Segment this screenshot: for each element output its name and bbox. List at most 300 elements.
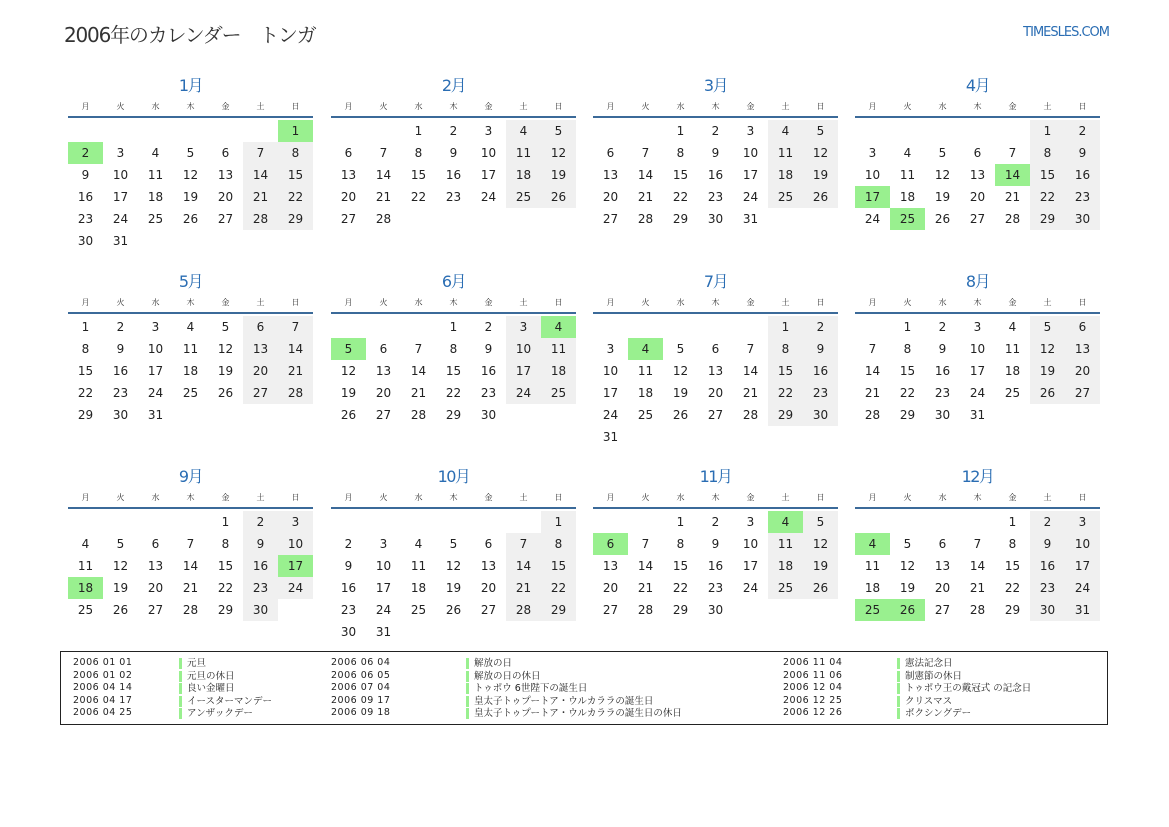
day-cell[interactable]: 29 [1004,603,1021,617]
day-cell[interactable]: 19 [112,581,129,595]
day-cell[interactable]: 14 [969,559,986,573]
day-cell[interactable]: 22 [541,577,576,599]
day-cell[interactable]: 7 [973,537,982,551]
day-cell[interactable]: 11 [1004,342,1021,356]
day-cell[interactable]: 18 [541,360,576,382]
day-cell[interactable]: 17 [147,364,164,378]
day-cell[interactable]: 16 [707,168,724,182]
day-cell[interactable]: 1 [541,511,576,533]
day-cell[interactable]: 13 [375,364,392,378]
day-cell[interactable]: 7 [186,537,195,551]
day-cell[interactable]: 6 [379,342,388,356]
day-cell[interactable]: 18 [506,164,541,186]
day-cell[interactable]: 31 [147,408,164,422]
day-cell[interactable]: 6 [938,537,947,551]
day-cell[interactable]: 6 [151,537,160,551]
day-cell[interactable]: 11 [541,338,576,360]
day-cell[interactable]: 16 [480,364,497,378]
day-cell[interactable]: 10 [969,342,986,356]
day-cell[interactable]: 30 [1030,599,1065,621]
holiday-day-cell[interactable]: 17 [278,555,313,577]
day-cell[interactable]: 23 [112,386,129,400]
holiday-day-cell[interactable]: 1 [278,120,313,142]
day-cell[interactable]: 1 [1008,515,1017,529]
day-cell[interactable]: 30 [112,408,129,422]
day-cell[interactable]: 9 [938,342,947,356]
day-cell[interactable]: 6 [1065,316,1100,338]
day-cell[interactable]: 7 [746,342,755,356]
day-cell[interactable]: 20 [243,360,278,382]
day-cell[interactable]: 19 [217,364,234,378]
day-cell[interactable]: 18 [1004,364,1021,378]
day-cell[interactable]: 27 [602,212,619,226]
day-cell[interactable]: 13 [217,168,234,182]
day-cell[interactable]: 2 [711,515,720,529]
day-cell[interactable]: 23 [340,603,357,617]
day-cell[interactable]: 16 [1065,164,1100,186]
day-cell[interactable]: 20 [217,190,234,204]
day-cell[interactable]: 14 [278,338,313,360]
day-cell[interactable]: 17 [602,386,619,400]
day-cell[interactable]: 29 [672,603,689,617]
day-cell[interactable]: 25 [768,577,803,599]
day-cell[interactable]: 10 [602,364,619,378]
day-cell[interactable]: 2 [1030,511,1065,533]
day-cell[interactable]: 7 [243,142,278,164]
day-cell[interactable]: 15 [445,364,462,378]
day-cell[interactable]: 24 [278,577,313,599]
day-cell[interactable]: 5 [803,120,838,142]
day-cell[interactable]: 11 [147,168,164,182]
day-cell[interactable]: 23 [480,386,497,400]
day-cell[interactable]: 12 [217,342,234,356]
day-cell[interactable]: 25 [768,186,803,208]
day-cell[interactable]: 21 [637,581,654,595]
day-cell[interactable]: 21 [864,386,881,400]
day-cell[interactable]: 16 [934,364,951,378]
day-cell[interactable]: 9 [803,338,838,360]
day-cell[interactable]: 21 [637,190,654,204]
day-cell[interactable]: 21 [969,581,986,595]
day-cell[interactable]: 17 [742,559,759,573]
day-cell[interactable]: 22 [1004,581,1021,595]
day-cell[interactable]: 11 [506,142,541,164]
day-cell[interactable]: 12 [112,559,129,573]
day-cell[interactable]: 20 [1065,360,1100,382]
day-cell[interactable]: 2 [938,320,947,334]
day-cell[interactable]: 19 [541,164,576,186]
day-cell[interactable]: 4 [1008,320,1017,334]
day-cell[interactable]: 10 [147,342,164,356]
day-cell[interactable]: 26 [182,212,199,226]
day-cell[interactable]: 14 [506,555,541,577]
day-cell[interactable]: 9 [243,533,278,555]
holiday-day-cell[interactable]: 6 [593,533,628,555]
day-cell[interactable]: 13 [602,559,619,573]
day-cell[interactable]: 20 [375,386,392,400]
day-cell[interactable]: 18 [768,164,803,186]
day-cell[interactable]: 3 [1065,511,1100,533]
day-cell[interactable]: 30 [340,625,357,639]
day-cell[interactable]: 1 [1030,120,1065,142]
day-cell[interactable]: 13 [602,168,619,182]
day-cell[interactable]: 27 [602,603,619,617]
day-cell[interactable]: 15 [899,364,916,378]
day-cell[interactable]: 31 [969,408,986,422]
day-cell[interactable]: 5 [1030,316,1065,338]
day-cell[interactable]: 9 [711,537,720,551]
day-cell[interactable]: 13 [1065,338,1100,360]
day-cell[interactable]: 11 [864,559,881,573]
day-cell[interactable]: 11 [768,533,803,555]
day-cell[interactable]: 22 [672,581,689,595]
day-cell[interactable]: 20 [707,386,724,400]
day-cell[interactable]: 21 [506,577,541,599]
day-cell[interactable]: 27 [707,408,724,422]
day-cell[interactable]: 1 [81,320,90,334]
day-cell[interactable]: 28 [1004,212,1021,226]
day-cell[interactable]: 23 [77,212,94,226]
day-cell[interactable]: 25 [637,408,654,422]
day-cell[interactable]: 29 [672,212,689,226]
day-cell[interactable]: 2 [116,320,125,334]
day-cell[interactable]: 12 [899,559,916,573]
day-cell[interactable]: 15 [672,559,689,573]
day-cell[interactable]: 8 [1008,537,1017,551]
day-cell[interactable]: 3 [484,124,493,138]
day-cell[interactable]: 11 [637,364,654,378]
day-cell[interactable]: 26 [541,186,576,208]
day-cell[interactable]: 5 [903,537,912,551]
day-cell[interactable]: 10 [506,338,541,360]
day-cell[interactable]: 1 [676,124,685,138]
day-cell[interactable]: 7 [641,537,650,551]
day-cell[interactable]: 5 [541,120,576,142]
day-cell[interactable]: 5 [676,342,685,356]
day-cell[interactable]: 12 [1030,338,1065,360]
day-cell[interactable]: 24 [1065,577,1100,599]
holiday-day-cell[interactable]: 25 [855,599,890,621]
day-cell[interactable]: 14 [243,164,278,186]
day-cell[interactable]: 3 [746,515,755,529]
day-cell[interactable]: 17 [1065,555,1100,577]
day-cell[interactable]: 28 [278,382,313,404]
day-cell[interactable]: 20 [934,581,951,595]
day-cell[interactable]: 8 [768,338,803,360]
day-cell[interactable]: 12 [803,142,838,164]
site-link[interactable]: TIMESLES.COM [1023,25,1109,40]
day-cell[interactable]: 15 [1030,164,1065,186]
day-cell[interactable]: 13 [707,364,724,378]
day-cell[interactable]: 9 [81,168,90,182]
day-cell[interactable]: 21 [1004,190,1021,204]
day-cell[interactable]: 30 [243,599,278,621]
day-cell[interactable]: 24 [602,408,619,422]
day-cell[interactable]: 12 [672,364,689,378]
day-cell[interactable]: 24 [147,386,164,400]
day-cell[interactable]: 26 [803,577,838,599]
day-cell[interactable]: 29 [768,404,803,426]
day-cell[interactable]: 18 [864,581,881,595]
day-cell[interactable]: 15 [541,555,576,577]
day-cell[interactable]: 3 [278,511,313,533]
day-cell[interactable]: 17 [969,364,986,378]
day-cell[interactable]: 4 [81,537,90,551]
day-cell[interactable]: 19 [899,581,916,595]
day-cell[interactable]: 19 [1030,360,1065,382]
day-cell[interactable]: 10 [480,146,497,160]
day-cell[interactable]: 9 [449,146,458,160]
day-cell[interactable]: 7 [868,342,877,356]
day-cell[interactable]: 22 [278,186,313,208]
day-cell[interactable]: 22 [445,386,462,400]
day-cell[interactable]: 29 [77,408,94,422]
day-cell[interactable]: 2 [711,124,720,138]
day-cell[interactable]: 28 [375,212,392,226]
day-cell[interactable]: 6 [973,146,982,160]
day-cell[interactable]: 10 [742,146,759,160]
day-cell[interactable]: 23 [445,190,462,204]
day-cell[interactable]: 26 [217,386,234,400]
day-cell[interactable]: 20 [340,190,357,204]
day-cell[interactable]: 17 [375,581,392,595]
day-cell[interactable]: 17 [742,168,759,182]
day-cell[interactable]: 27 [1065,382,1100,404]
day-cell[interactable]: 27 [147,603,164,617]
day-cell[interactable]: 17 [506,360,541,382]
day-cell[interactable]: 17 [112,190,129,204]
day-cell[interactable]: 3 [973,320,982,334]
day-cell[interactable]: 20 [602,581,619,595]
day-cell[interactable]: 18 [637,386,654,400]
day-cell[interactable]: 4 [903,146,912,160]
day-cell[interactable]: 26 [803,186,838,208]
day-cell[interactable]: 24 [864,212,881,226]
day-cell[interactable]: 26 [934,212,951,226]
day-cell[interactable]: 3 [746,124,755,138]
day-cell[interactable]: 24 [742,581,759,595]
day-cell[interactable]: 19 [803,164,838,186]
day-cell[interactable]: 31 [375,625,392,639]
day-cell[interactable]: 18 [899,190,916,204]
day-cell[interactable]: 9 [344,559,353,573]
day-cell[interactable]: 7 [506,533,541,555]
day-cell[interactable]: 18 [768,555,803,577]
day-cell[interactable]: 23 [934,386,951,400]
day-cell[interactable]: 18 [410,581,427,595]
day-cell[interactable]: 19 [934,190,951,204]
day-cell[interactable]: 3 [116,146,125,160]
day-cell[interactable]: 16 [77,190,94,204]
day-cell[interactable]: 12 [182,168,199,182]
day-cell[interactable]: 8 [541,533,576,555]
day-cell[interactable]: 3 [606,342,615,356]
day-cell[interactable]: 9 [711,146,720,160]
day-cell[interactable]: 3 [506,316,541,338]
day-cell[interactable]: 4 [768,120,803,142]
day-cell[interactable]: 2 [803,316,838,338]
day-cell[interactable]: 8 [676,537,685,551]
day-cell[interactable]: 4 [186,320,195,334]
day-cell[interactable]: 10 [742,537,759,551]
day-cell[interactable]: 7 [641,146,650,160]
day-cell[interactable]: 5 [186,146,195,160]
day-cell[interactable]: 21 [243,186,278,208]
day-cell[interactable]: 15 [410,168,427,182]
day-cell[interactable]: 19 [672,386,689,400]
day-cell[interactable]: 16 [112,364,129,378]
day-cell[interactable]: 24 [506,382,541,404]
day-cell[interactable]: 15 [77,364,94,378]
day-cell[interactable]: 6 [711,342,720,356]
day-cell[interactable]: 29 [541,599,576,621]
day-cell[interactable]: 16 [1030,555,1065,577]
day-cell[interactable]: 28 [637,603,654,617]
day-cell[interactable]: 8 [903,342,912,356]
day-cell[interactable]: 29 [217,603,234,617]
day-cell[interactable]: 28 [969,603,986,617]
holiday-day-cell[interactable]: 26 [890,599,925,621]
day-cell[interactable]: 27 [934,603,951,617]
day-cell[interactable]: 8 [1030,142,1065,164]
day-cell[interactable]: 10 [278,533,313,555]
day-cell[interactable]: 9 [1065,142,1100,164]
day-cell[interactable]: 7 [414,342,423,356]
holiday-day-cell[interactable]: 14 [995,164,1030,186]
day-cell[interactable]: 26 [340,408,357,422]
day-cell[interactable]: 5 [938,146,947,160]
day-cell[interactable]: 1 [414,124,423,138]
day-cell[interactable]: 30 [77,234,94,248]
day-cell[interactable]: 5 [449,537,458,551]
day-cell[interactable]: 7 [278,316,313,338]
day-cell[interactable]: 25 [147,212,164,226]
day-cell[interactable]: 1 [449,320,458,334]
day-cell[interactable]: 29 [445,408,462,422]
day-cell[interactable]: 30 [707,603,724,617]
day-cell[interactable]: 10 [112,168,129,182]
day-cell[interactable]: 22 [672,190,689,204]
day-cell[interactable]: 11 [768,142,803,164]
day-cell[interactable]: 11 [77,559,94,573]
day-cell[interactable]: 1 [676,515,685,529]
day-cell[interactable]: 30 [1065,208,1100,230]
day-cell[interactable]: 24 [112,212,129,226]
day-cell[interactable]: 28 [182,603,199,617]
day-cell[interactable]: 19 [182,190,199,204]
day-cell[interactable]: 20 [147,581,164,595]
day-cell[interactable]: 24 [969,386,986,400]
day-cell[interactable]: 24 [375,603,392,617]
day-cell[interactable]: 2 [344,537,353,551]
day-cell[interactable]: 14 [637,559,654,573]
day-cell[interactable]: 24 [742,190,759,204]
day-cell[interactable]: 16 [445,168,462,182]
day-cell[interactable]: 8 [449,342,458,356]
holiday-day-cell[interactable]: 17 [855,186,890,208]
day-cell[interactable]: 12 [541,142,576,164]
day-cell[interactable]: 4 [414,537,423,551]
day-cell[interactable]: 30 [803,404,838,426]
day-cell[interactable]: 14 [410,364,427,378]
day-cell[interactable]: 1 [903,320,912,334]
day-cell[interactable]: 20 [602,190,619,204]
day-cell[interactable]: 11 [182,342,199,356]
day-cell[interactable]: 15 [278,164,313,186]
day-cell[interactable]: 27 [969,212,986,226]
day-cell[interactable]: 26 [445,603,462,617]
day-cell[interactable]: 14 [182,559,199,573]
day-cell[interactable]: 2 [484,320,493,334]
day-cell[interactable]: 18 [182,364,199,378]
day-cell[interactable]: 31 [602,430,619,444]
day-cell[interactable]: 2 [449,124,458,138]
holiday-day-cell[interactable]: 18 [68,577,103,599]
day-cell[interactable]: 7 [1008,146,1017,160]
day-cell[interactable]: 6 [484,537,493,551]
day-cell[interactable]: 28 [410,408,427,422]
day-cell[interactable]: 23 [1065,186,1100,208]
day-cell[interactable]: 27 [480,603,497,617]
day-cell[interactable]: 31 [112,234,129,248]
day-cell[interactable]: 25 [541,382,576,404]
day-cell[interactable]: 20 [480,581,497,595]
day-cell[interactable]: 11 [410,559,427,573]
day-cell[interactable]: 10 [864,168,881,182]
day-cell[interactable]: 21 [278,360,313,382]
day-cell[interactable]: 12 [803,533,838,555]
day-cell[interactable]: 18 [147,190,164,204]
day-cell[interactable]: 8 [278,142,313,164]
day-cell[interactable]: 27 [217,212,234,226]
day-cell[interactable]: 25 [506,186,541,208]
day-cell[interactable]: 1 [768,316,803,338]
day-cell[interactable]: 27 [340,212,357,226]
day-cell[interactable]: 26 [112,603,129,617]
holiday-day-cell[interactable]: 4 [628,338,663,360]
day-cell[interactable]: 12 [445,559,462,573]
day-cell[interactable]: 6 [221,146,230,160]
day-cell[interactable]: 4 [151,146,160,160]
holiday-day-cell[interactable]: 5 [331,338,366,360]
day-cell[interactable]: 15 [672,168,689,182]
day-cell[interactable]: 23 [707,581,724,595]
day-cell[interactable]: 9 [484,342,493,356]
day-cell[interactable]: 27 [375,408,392,422]
day-cell[interactable]: 22 [768,382,803,404]
day-cell[interactable]: 5 [116,537,125,551]
day-cell[interactable]: 11 [899,168,916,182]
day-cell[interactable]: 2 [1065,120,1100,142]
day-cell[interactable]: 16 [707,559,724,573]
day-cell[interactable]: 31 [1065,599,1100,621]
day-cell[interactable]: 16 [340,581,357,595]
day-cell[interactable]: 31 [742,212,759,226]
day-cell[interactable]: 14 [637,168,654,182]
day-cell[interactable]: 8 [414,146,423,160]
holiday-day-cell[interactable]: 4 [541,316,576,338]
day-cell[interactable]: 21 [742,386,759,400]
day-cell[interactable]: 19 [445,581,462,595]
day-cell[interactable]: 29 [278,208,313,230]
holiday-day-cell[interactable]: 25 [890,208,925,230]
day-cell[interactable]: 28 [864,408,881,422]
day-cell[interactable]: 13 [243,338,278,360]
day-cell[interactable]: 4 [506,120,541,142]
day-cell[interactable]: 6 [243,316,278,338]
day-cell[interactable]: 15 [768,360,803,382]
day-cell[interactable]: 13 [969,168,986,182]
